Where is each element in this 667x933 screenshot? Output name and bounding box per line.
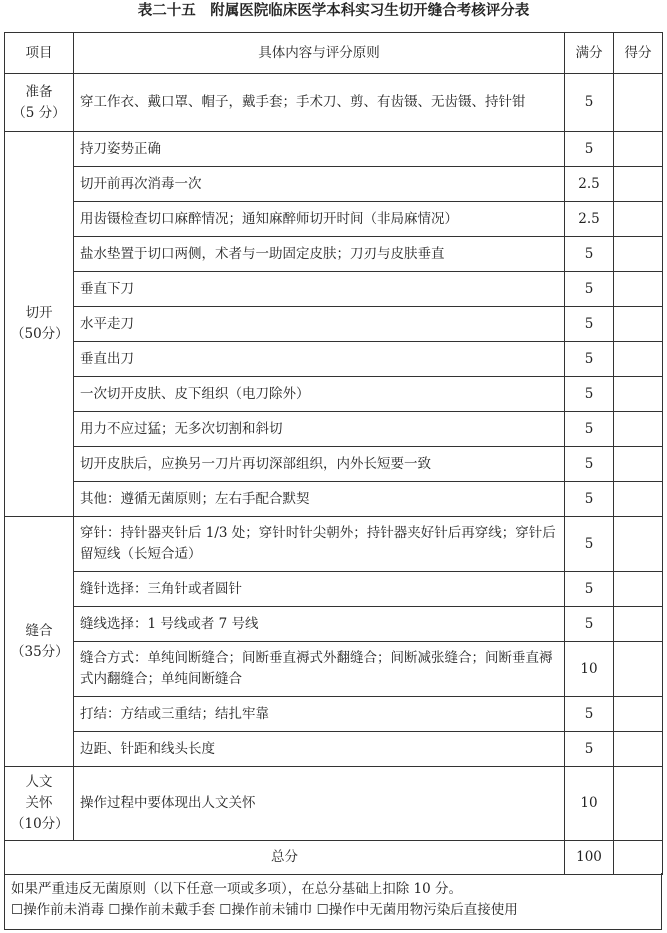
criterion-cell: 垂直出刀 [74,342,565,377]
header-content: 具体内容与评分原则 [74,33,565,74]
full-score-cell: 5 [565,272,614,307]
score-entry-cell[interactable] [614,732,663,767]
criterion-cell: 切开前再次消毒一次 [74,167,565,202]
section-name-cell [5,132,74,517]
section-name-cell [5,517,74,767]
score-entry-cell[interactable] [614,697,663,732]
score-entry-cell[interactable] [614,342,663,377]
criterion-cell: 操作过程中要体现出人文关怀 [74,767,565,841]
total-score-entry[interactable] [614,841,663,875]
table-row [5,132,663,167]
full-score-cell: 5 [565,517,614,572]
criterion-cell: 用力不应过猛；无多次切割和斜切 [74,412,565,447]
table-row [5,607,663,642]
table-row [5,447,663,482]
full-score-cell: 5 [565,342,614,377]
score-entry-cell[interactable] [614,412,663,447]
criterion-cell: 缝针选择：三角针或者圆针 [74,572,565,607]
table-row [5,412,663,447]
criterion-cell: 持刀姿势正确 [74,132,565,167]
score-entry-cell[interactable] [614,767,663,841]
section-name-line: （35分） [11,643,69,660]
full-score-cell: 5 [565,732,614,767]
criterion-cell: 盐水垫置于切口两侧，术者与一助固定皮肤；刀刃与皮肤垂直 [74,237,565,272]
score-entry-cell[interactable] [614,572,663,607]
score-entry-cell[interactable] [614,74,663,132]
score-entry-cell[interactable] [614,447,663,482]
table-row [5,342,663,377]
deduction-checklist: ☐操作前未消毒 ☐操作前未戴手套 ☐操作前未铺巾 ☐操作中无菌用物污染后直接使用 [11,902,518,918]
full-score-cell: 5 [565,132,614,167]
section-name-line: （5 分） [12,104,66,121]
full-score-cell: 5 [565,607,614,642]
total-full-score: 100 [565,841,614,875]
full-score-cell: 5 [565,307,614,342]
table-row [5,202,663,237]
table-row [5,377,663,412]
header-score: 得分 [614,33,663,74]
criterion-cell: 边距、针距和线头长度 [74,732,565,767]
criterion-cell: 穿工作衣、戴口罩、帽子，戴手套；手术刀、剪、有齿镊、无齿镊、持针钳 [74,74,565,132]
criterion-cell: 缝合方式：单纯间断缝合；间断垂直褥式外翻缝合；间断减张缝合；间断垂直褥式内翻缝合；单纯间断缝合 [74,642,565,697]
score-entry-cell[interactable] [614,642,663,697]
full-score-cell: 10 [565,642,614,697]
full-score-cell: 10 [565,767,614,841]
table-row [5,237,663,272]
full-score-cell: 2.5 [565,202,614,237]
criterion-cell: 穿针：持针器夹针后 1/3 处；穿针时针尖朝外；持针器夹好针后再穿线；穿针后留短线（长短合适） [74,517,565,572]
section-name-line: （50分） [11,326,69,342]
section-name-line: 人文 [25,774,53,790]
table-row [5,517,663,572]
section-name-line: 缝合 [25,622,53,639]
score-entry-cell[interactable] [614,202,663,237]
criterion-cell: 一次切开皮肤、皮下组织（电刀除外） [74,377,565,412]
score-entry-cell[interactable] [614,607,663,642]
full-score-cell: 5 [565,697,614,732]
full-score-cell: 5 [565,377,614,412]
table-row [5,167,663,202]
score-entry-cell[interactable] [614,482,663,517]
table-row [5,642,663,697]
score-entry-cell[interactable] [614,272,663,307]
section-name-line: （10分） [11,816,69,832]
score-entry-cell[interactable] [614,132,663,167]
criterion-cell: 其他：遵循无菌原则；左右手配合默契 [74,482,565,517]
section-name-cell [5,767,74,841]
criterion-cell: 打结：方结或三重结；结扎牢靠 [74,697,565,732]
section-name-line: 准备 [25,83,53,100]
score-entry-cell[interactable] [614,167,663,202]
header-full-score: 满分 [565,33,614,74]
criterion-cell: 切开皮肤后，应换另一刀片再切深部组织，内外长短要一致 [74,447,565,482]
criterion-cell: 垂直下刀 [74,272,565,307]
total-label: 总分 [5,841,565,875]
criterion-cell: 缝线选择：1 号线或者 7 号线 [74,607,565,642]
full-score-cell: 5 [565,74,614,132]
score-table [4,32,663,875]
table-header-row [5,33,663,74]
full-score-cell: 2.5 [565,167,614,202]
deduction-note [4,873,662,930]
table-row [5,74,663,132]
full-score-cell: 5 [565,572,614,607]
section-name-line: 关怀 [25,795,53,811]
score-entry-cell[interactable] [614,517,663,572]
table-row [5,307,663,342]
table-row [5,572,663,607]
section-name-line: 切开 [25,305,53,321]
score-entry-cell[interactable] [614,377,663,412]
table-row [5,272,663,307]
full-score-cell: 5 [565,412,614,447]
deduction-rule: 如果严重违反无菌原则（以下任意一项或多项），在总分基础上扣除 10 分。 [11,881,463,897]
table-row [5,697,663,732]
full-score-cell: 5 [565,447,614,482]
page-title: 表二十五 附属医院临床医学本科实习生切开缝合考核评分表 [137,3,530,19]
score-entry-cell[interactable] [614,307,663,342]
criterion-cell: 水平走刀 [74,307,565,342]
full-score-cell: 5 [565,237,614,272]
total-row [5,841,663,875]
score-entry-cell[interactable] [614,237,663,272]
table-row [5,482,663,517]
header-item: 项目 [5,33,74,74]
section-name-cell [5,74,74,132]
table-row [5,732,663,767]
full-score-cell: 5 [565,482,614,517]
criterion-cell: 用齿镊检查切口麻醉情况；通知麻醉师切开时间（非局麻情况） [74,202,565,237]
table-row [5,767,663,841]
